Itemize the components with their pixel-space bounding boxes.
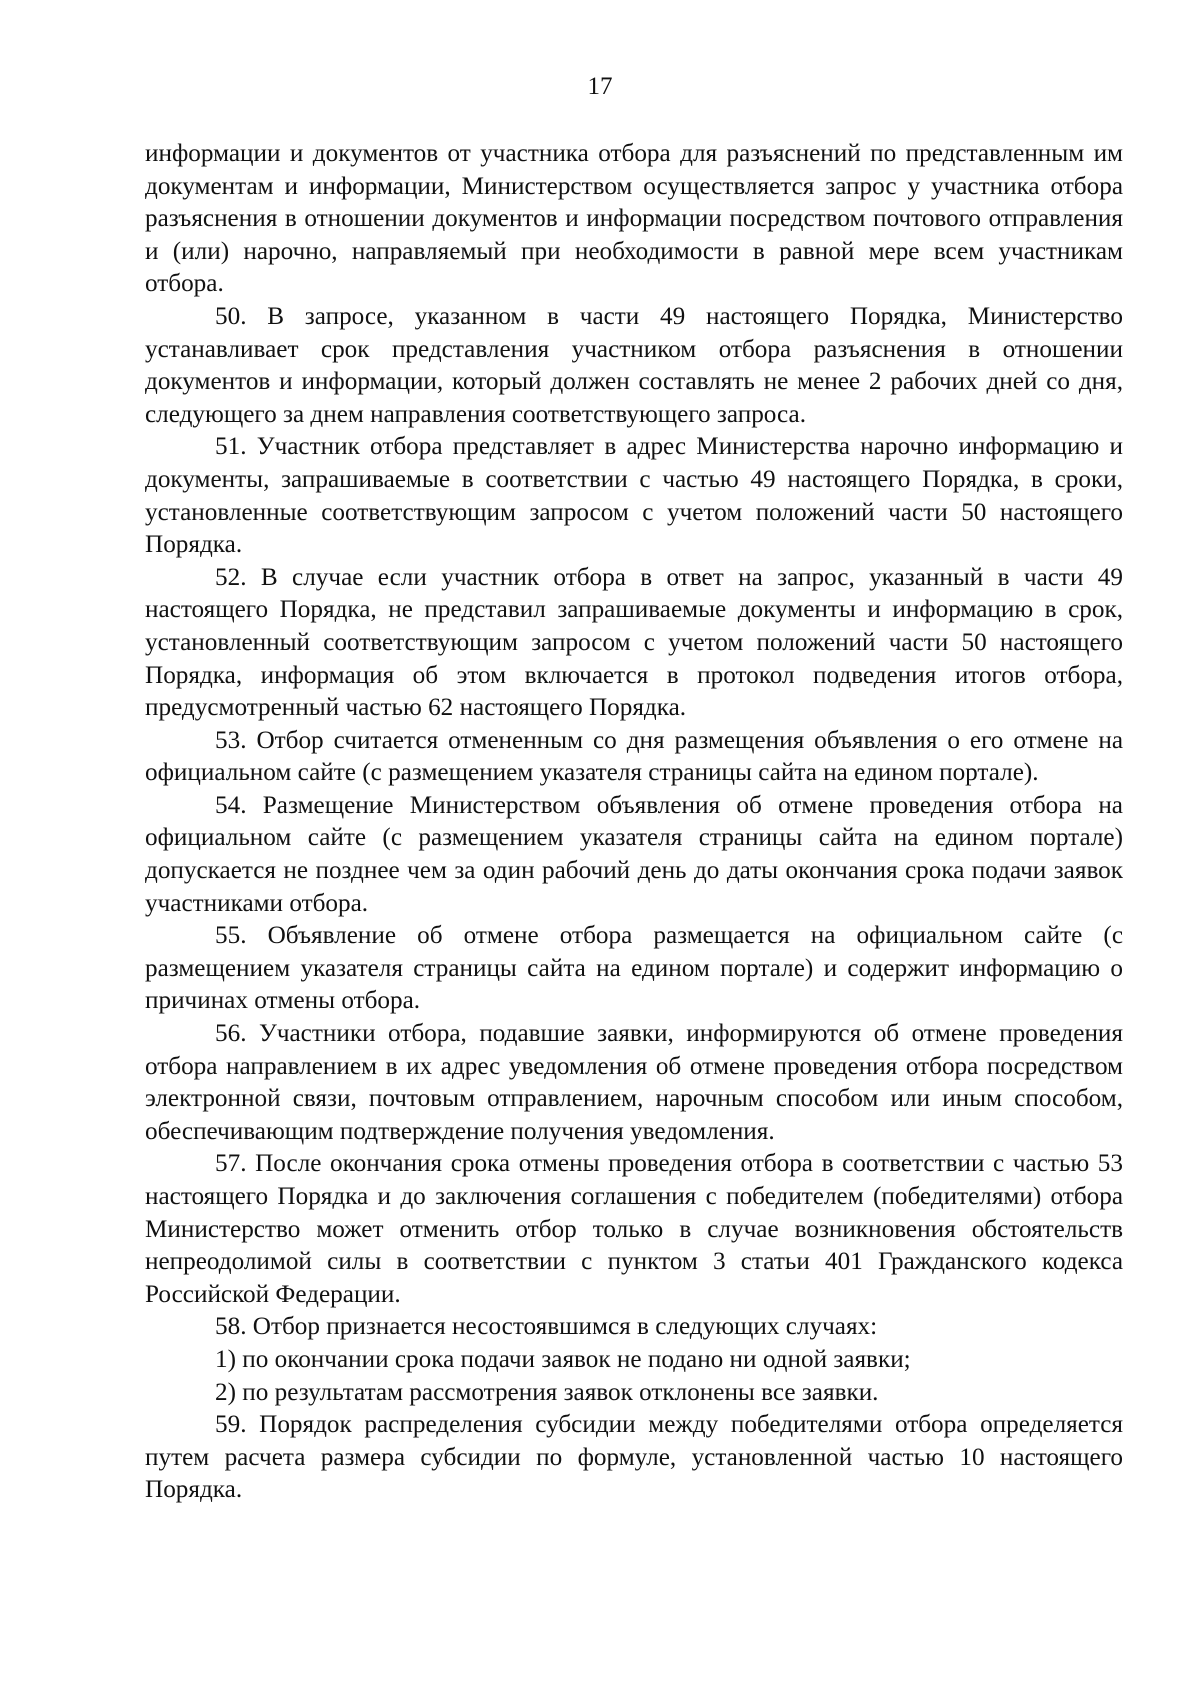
- paragraph-51: 51. Участник отбора представляет в адрес Министерства нарочно информацию и документы, запрашиваемые в соответствии с частью 49 настоящего Порядка, в сроки, установленные соответствующим запросом с учетом положений части 50 настоящего Порядка.: [145, 433, 1123, 559]
- paragraph-53: 53. Отбор считается отмененным со дня размещения объявления о его отмене на официальном сайте (с размещением указателя страницы сайта на едином портале).: [145, 726, 1123, 787]
- page-number: 17: [587, 73, 613, 100]
- paragraph-58: 58. Отбор признается несостоявшимся в следующих случаях:: [215, 1313, 878, 1341]
- paragraph-57: 57. После окончания срока отмены проведения отбора в соответствии с частью 53 настоящего Порядка и до заключения соглашения с победителем (победителями) отбора Министерство может отменить отбор только в случае возникновения обстоятельств непреодолимой силы в соответствии с пунктом 3 статьи 401 Гражданского кодекса Российской Федерации.: [145, 1150, 1123, 1308]
- paragraph-continuation: информации и документов от участника отбора для разъяснений по представленным им документам и информации, Министерством осуществляется запрос у участника отбора разъяснения в отношении документов и информации посредством почтового отправления и (или) нарочно, направляемый при необходимости в равной мере всем участникам отбора.: [145, 140, 1123, 298]
- paragraph-50: 50. В запросе, указанном в части 49 настоящего Порядка, Министерство устанавливает срок представления участником отбора разъяснения в отношении документов и информации, который должен составлять не менее 2 рабочих дней со дня, следующего за днем направления соответствующего запроса.: [145, 302, 1123, 428]
- paragraph-54: 54. Размещение Министерством объявления об отмене проведения отбора на официальном сайте (с размещением указателя страницы сайта на едином портале) допускается не позднее чем за один рабочий день до даты окончания срока подачи заявок участниками отбора.: [145, 791, 1123, 917]
- document-body: [145, 138, 1123, 1507]
- paragraph-52: 52. В случае если участник отбора в ответ на запрос, указанный в части 49 настоящего Порядка, не представил запрашиваемые документы и информацию в срок, установленный соответствующим запросом с учетом положений части 50 настоящего Порядка, информация об этом включается в протокол подведения итогов отбора, предусмотренный частью 62 настоящего Порядка.: [145, 563, 1123, 722]
- list-item-58-2: 2) по результатам рассмотрения заявок отклонены все заявки.: [215, 1378, 879, 1406]
- paragraph-55: 55. Объявление об отмене отбора размещается на официальном сайте (с размещением указателя страницы сайта на едином портале) и содержит информацию о причинах отмены отбора.: [145, 922, 1123, 1015]
- list-item-58-1: 1) по окончании срока подачи заявок не подано ни одной заявки;: [215, 1345, 911, 1373]
- paragraph-56: 56. Участники отбора, подавшие заявки, информируются об отмене проведения отбора направлением в их адрес уведомления об отмене проведения отбора посредством электронной связи, почтовым отправлением, нарочным способом или иным способом, обеспечивающим подтверждение получения уведомления.: [145, 1020, 1123, 1145]
- paragraph-59: 59. Порядок распределения субсидии между победителями отбора определяется путем расчета размера субсидии по формуле, установленной частью 10 настоящего Порядка.: [145, 1411, 1123, 1504]
